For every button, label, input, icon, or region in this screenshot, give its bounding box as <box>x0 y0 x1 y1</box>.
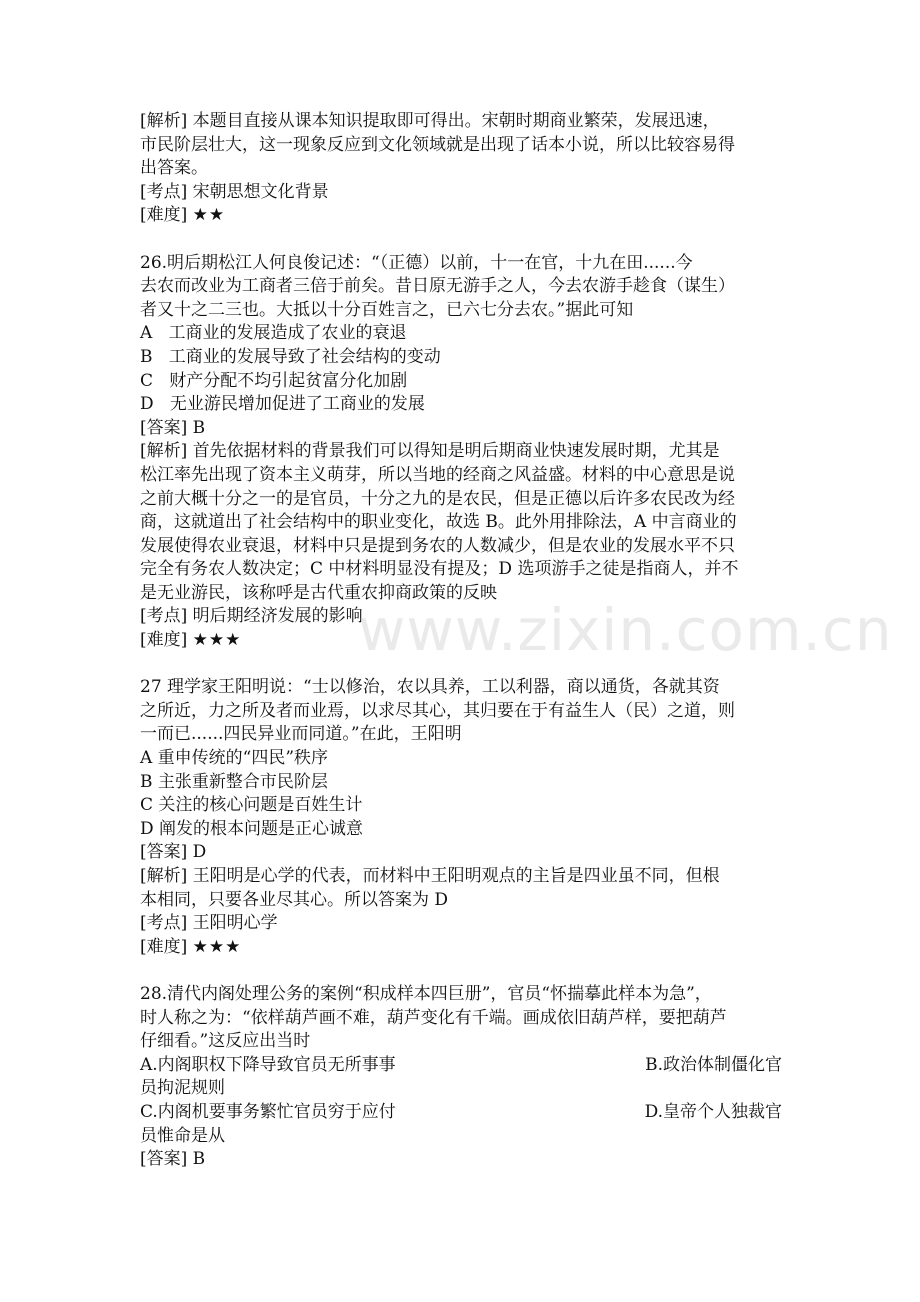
spacer <box>140 653 782 677</box>
option-b-continued: 员拘泥规则 <box>140 1078 225 1099</box>
difficulty-line <box>140 629 782 653</box>
analysis-line: 发展使得农业衰退，材料中只是提到务农的人数减少，但是农业的发展水平不只 <box>140 535 735 556</box>
answer-line: [答案] B <box>140 1149 206 1170</box>
question-28 <box>140 983 782 1172</box>
option-d: D.皇帝个人独裁官 <box>644 1101 782 1122</box>
option-b: B 工商业的发展导致了社会结构的变动 <box>140 346 441 367</box>
analysis-line: 商，这就道出了社会结构中的职业变化，故选 B。此外用排除法，A 中言商业的 <box>140 512 737 533</box>
analysis-line: [解析] 本题目直接从课本知识提取即可得出。宋朝时期商业繁荣，发展迅速， <box>140 111 720 131</box>
analysis-line: 是无业游民，该称呼是古代重农抑商政策的反映 <box>140 582 497 603</box>
answer-line: [答案] D <box>140 842 207 863</box>
question-stem-line: 之所近，力之所及者而业焉，以求尽其心，其归要在于有益生人（民）之道，则 <box>140 700 735 721</box>
option-a: A.内阁职权下降导致官员无所事事 <box>140 1054 396 1075</box>
analysis-line: 松江率先出现了资本主义萌芽，所以当地的经商之风益盛。材料的中心意思是说 <box>140 464 735 485</box>
kaodian-line: [考点] 宋朝思想文化背景 <box>140 181 329 202</box>
difficulty-line <box>140 936 782 960</box>
difficulty-label: [难度] <box>140 936 193 957</box>
spacer <box>140 959 782 983</box>
question-stem-line: 去农而改业为工商者三倍于前矣。昔日原无游手之人，今去农游手趁食（谋生） <box>140 276 735 297</box>
option-b: B 主张重新整合市民阶层 <box>140 771 328 792</box>
difficulty-stars: ★★ <box>192 205 226 226</box>
question-stem-line: 者又十之二三也。大抵以十分百姓言之，已六七分去农。”据此可知 <box>140 299 634 320</box>
difficulty-stars: ★★★ <box>192 936 242 957</box>
analysis-line: [解析] 首先依据材料的背景我们可以得知是明后期商业快速发展时期，尤其是 <box>140 441 720 462</box>
answer-line: [答案] B <box>140 417 206 438</box>
analysis-line: 本相同，只要各业尽其心。所以答案为 D <box>140 889 449 910</box>
question-stem-line: 仔细看。”这反应出当时 <box>140 1031 311 1052</box>
option-c: C.内阁机要事务繁忙官员穷于应付 <box>140 1101 396 1122</box>
question-stem-line: 一而已......四民异业而同道。”在此，王阳明 <box>140 724 462 745</box>
difficulty-label: [难度] <box>140 205 193 226</box>
question-stem-line: 26.明后期松江人何良俊记述：“（正德）以前，十一在官，十九在田......今 <box>140 252 693 273</box>
question-26 <box>140 252 782 653</box>
kaodian-line: [考点] 明后期经济发展的影响 <box>140 606 363 627</box>
question-stem-line: 28.清代内阁处理公务的案例“积成样本四巨册”，官员“怀揣摹此样本为急”， <box>140 983 712 1004</box>
question-stem-line: 27 理学家王阳明说：“士以修治，农以具养，工以利器，商以通货，各就其资 <box>140 677 720 698</box>
option-a: A 重申传统的“四民”秩序 <box>140 748 329 769</box>
option-d-continued: 员惟命是从 <box>140 1125 225 1146</box>
option-a: A 工商业的发展造成了农业的衰退 <box>140 323 407 344</box>
options-row-cd <box>140 1101 782 1125</box>
question-25-tail <box>140 110 782 228</box>
option-c: C 财产分配不均引起贫富分化加剧 <box>140 370 408 391</box>
option-b: B.政治体制僵化官 <box>645 1054 782 1075</box>
difficulty-line <box>140 204 782 228</box>
difficulty-stars: ★★★ <box>192 630 242 651</box>
watermark-text: www.zixin.com.cn <box>358 596 893 664</box>
option-d: D 无业游民增加促进了工商业的发展 <box>140 394 425 415</box>
question-27 <box>140 676 782 959</box>
analysis-line: 完全有务农人数决定；C 中材料明显没有提及；D 选项游手之徒是指商人，并不 <box>140 559 739 580</box>
question-stem-line: 时人称之为：“依样葫芦画不难，葫芦变化有千端。画成依旧葫芦样，要把葫芦 <box>140 1007 727 1028</box>
option-d: D 阐发的根本问题是正心诚意 <box>140 818 364 839</box>
kaodian-line: [考点] 王阳明心学 <box>140 913 278 934</box>
analysis-line: 之前大概十分之一的是官员，十分之九的是农民，但是正德以后许多农民改为经 <box>140 488 735 509</box>
difficulty-label: [难度] <box>140 630 193 651</box>
analysis-line: 出答案。 <box>140 158 208 179</box>
analysis-line: [解析] 王阳明是心学的代表，而材料中王阳明观点的主旨是四业虽不同，但根 <box>140 866 720 886</box>
analysis-line: 市民阶层壮大，这一现象反应到文化领域就是出现了话本小说，所以比较容易得 <box>140 134 735 155</box>
option-c: C 关注的核心问题是百姓生计 <box>140 795 363 816</box>
document-page <box>140 110 782 1172</box>
options-row-ab <box>140 1054 782 1078</box>
spacer <box>140 228 782 252</box>
